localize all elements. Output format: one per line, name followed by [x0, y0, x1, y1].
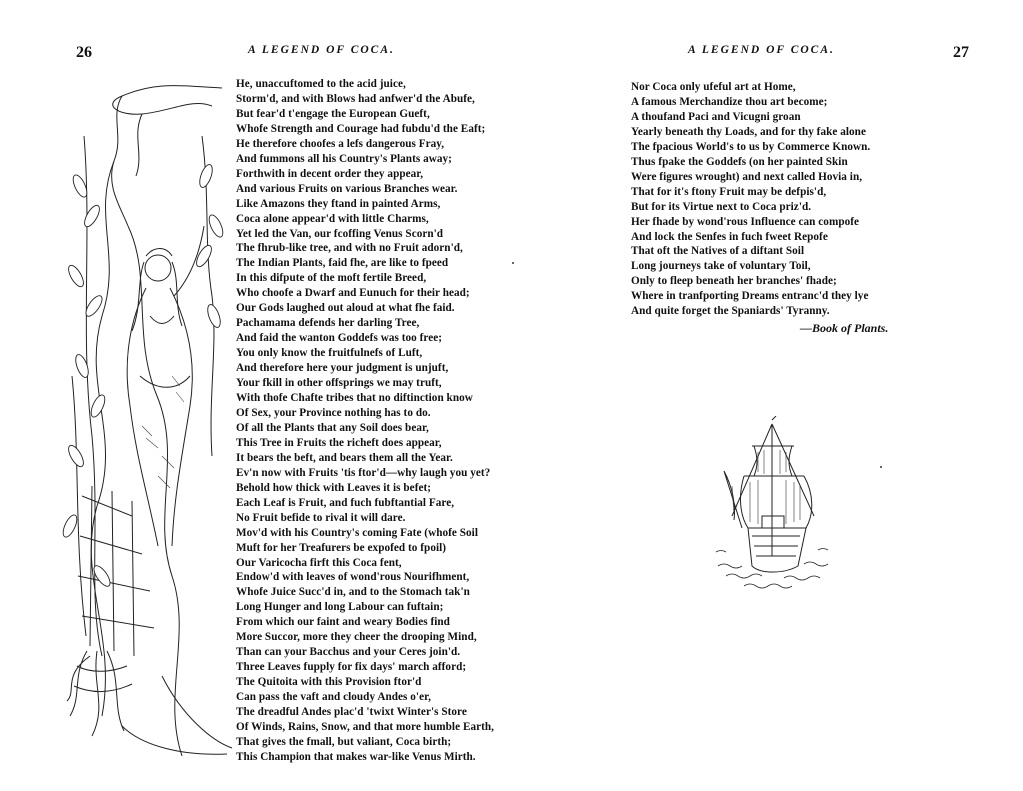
- verse-line: The Indian Plants, faid fhe, are like to fpeed: [236, 257, 449, 270]
- verse-line: He therefore choofes a lefs dangerous Fray,: [236, 137, 445, 150]
- verse-line: Pachamama defends her darling Tree,: [236, 317, 420, 330]
- verse-line: Endow'd with leaves of wond'rous Nourifhment,: [236, 571, 470, 584]
- verse-line: Your fkill in other offsprings we may truft,: [236, 377, 442, 390]
- verse-line: In this difpute of the moft fertile Breed,: [236, 272, 427, 285]
- verse-line: Whofe Strength and Courage had fubdu'd the Eaft;: [236, 122, 486, 135]
- poem-verse-left: [236, 77, 494, 765]
- verse-line: Each Leaf is Fruit, and fuch fubftantial Fare,: [236, 496, 455, 509]
- poem-verse-right: [631, 80, 870, 319]
- verse-line: No Fruit befide to rival it will dare.: [236, 511, 406, 524]
- verse-line: Were figures wrought) and next called Hovia in,: [631, 170, 863, 183]
- verse-line: Mov'd with his Country's coming Fate (whofe Soil: [236, 526, 479, 539]
- verse-line: More Succor, more they cheer the drooping Mind,: [236, 631, 477, 644]
- page-number-left: 26: [76, 44, 92, 61]
- verse-line: Whofe Juice Succ'd in, and to the Stomach tak'n: [236, 586, 470, 599]
- verse-line: Long Hunger and long Labour can fuftain;: [236, 601, 444, 614]
- verse-line: Three Leaves fupply for fix days' march afford;: [236, 661, 467, 674]
- verse-line: That for it's ftony Fruit may be defpis'd,: [631, 185, 827, 198]
- verse-line: Behold how thick with Leaves it is befet;: [236, 481, 432, 494]
- verse-line: The dreadful Andes plac'd 'twixt Winter's Store: [236, 706, 467, 719]
- verse-line: Long journeys take of voluntary Toil,: [631, 260, 811, 273]
- verse-line: Only to fleep beneath her branches' fhade;: [631, 275, 837, 288]
- verse-line: Coca alone appear'd with little Charms,: [236, 212, 429, 225]
- verse-line: And fummons all his Country's Plants away;: [236, 152, 452, 165]
- verse-line: Our Gods laughed out aloud at what fhe faid.: [236, 302, 455, 315]
- verse-line: And faid the wanton Goddefs was too free;: [236, 332, 443, 345]
- verse-line: The fhrub-like tree, and with no Fruit adorn'd,: [236, 242, 463, 255]
- verse-line: That gives the fmall, but valiant, Coca birth;: [236, 735, 452, 748]
- verse-line: Ev'n now with Fruits 'tis ftor'd—why laugh you yet?: [236, 466, 491, 479]
- verse-line: But for its Virtue next to Coca priz'd.: [631, 200, 812, 213]
- verse-line: Storm'd, and with Blows had anfwer'd the Abufe,: [236, 92, 475, 105]
- verse-line: And quite forget the Spaniards' Tyranny.: [631, 305, 830, 318]
- verse-line: He, unaccuftomed to the acid juice,: [236, 78, 406, 90]
- verse-line: That oft the Natives of a diftant Soil: [631, 245, 805, 258]
- verse-line: Of Winds, Rains, Snow, and that more humble Earth,: [236, 720, 495, 733]
- verse-line: Like Amazons they ftand in painted Arms,: [236, 197, 441, 210]
- verse-line: Can pass the vaft and cloudy Andes o'er,: [236, 691, 431, 704]
- verse-line: A famous Merchandize thou art become;: [631, 95, 828, 108]
- verse-line: This Tree in Fruits the richeft does appear,: [236, 436, 442, 449]
- verse-line: Where in tranfporting Dreams entranc'd they lye: [631, 290, 869, 303]
- verse-line: Forthwith in decent order they appear,: [236, 167, 424, 180]
- verse-line: Of Sex, your Province nothing has to do.: [236, 406, 431, 419]
- verse-line: The fpacious World's to us by Commerce Known.: [631, 140, 871, 153]
- verse-line: Nor Coca only ufeful art at Home,: [631, 81, 796, 93]
- stray-mark: [512, 262, 514, 264]
- verse-line: With thofe Chafte tribes that no diftinction know: [236, 392, 473, 405]
- verse-line: From which our faint and weary Bodies find: [236, 616, 450, 629]
- verse-line: Her fhade by wond'rous Influence can compofe: [631, 215, 860, 228]
- running-head-left: A LEGEND OF COCA.: [248, 44, 395, 56]
- verse-line: Muft for her Treafurers be expofed to fpoil): [236, 541, 447, 554]
- stray-mark: [880, 466, 882, 468]
- attribution: —Book of Plants.: [800, 321, 889, 335]
- verse-line: Our Varicocha firft this Coca fent,: [236, 556, 402, 569]
- page-number-right: 27: [953, 44, 969, 61]
- verse-line: The Quitoita with this Provision ftor'd: [236, 676, 422, 689]
- verse-line: A thoufand Paci and Vicugni groan: [631, 110, 801, 123]
- verse-line: This Champion that makes war-like Venus Mirth.: [236, 750, 476, 763]
- verse-line: It bears the beft, and bears them all the Year.: [236, 451, 453, 464]
- verse-line: Of all the Plants that any Soil does bear,: [236, 421, 429, 434]
- verse-line: Who choofe a Dwarf and Eunuch for their head;: [236, 287, 470, 300]
- running-head-right: A LEGEND OF COCA.: [688, 44, 835, 56]
- verse-line: But fear'd t'engage the European Gueft,: [236, 107, 430, 120]
- verse-line: Yearly beneath thy Loads, and for thy fake alone: [631, 125, 866, 138]
- sailing-ship-illustration: [714, 416, 834, 591]
- verse-line: Yet led the Van, our fcoffing Venus Scorn'd: [236, 227, 444, 240]
- verse-line: You only know the fruitfulnefs of Luft,: [236, 347, 423, 360]
- verse-line: Thus fpake the Goddefs (on her painted Skin: [631, 155, 848, 168]
- verse-line: And therefore here your judgment is unjuft,: [236, 362, 449, 375]
- verse-line: And various Fruits on various Branches wear.: [236, 182, 458, 195]
- verse-line: And lock the Senfes in fuch fweet Repofe: [631, 230, 828, 243]
- verse-line: Than can your Bacchus and your Ceres join'd.: [236, 646, 461, 659]
- coca-goddess-illustration: [62, 76, 237, 776]
